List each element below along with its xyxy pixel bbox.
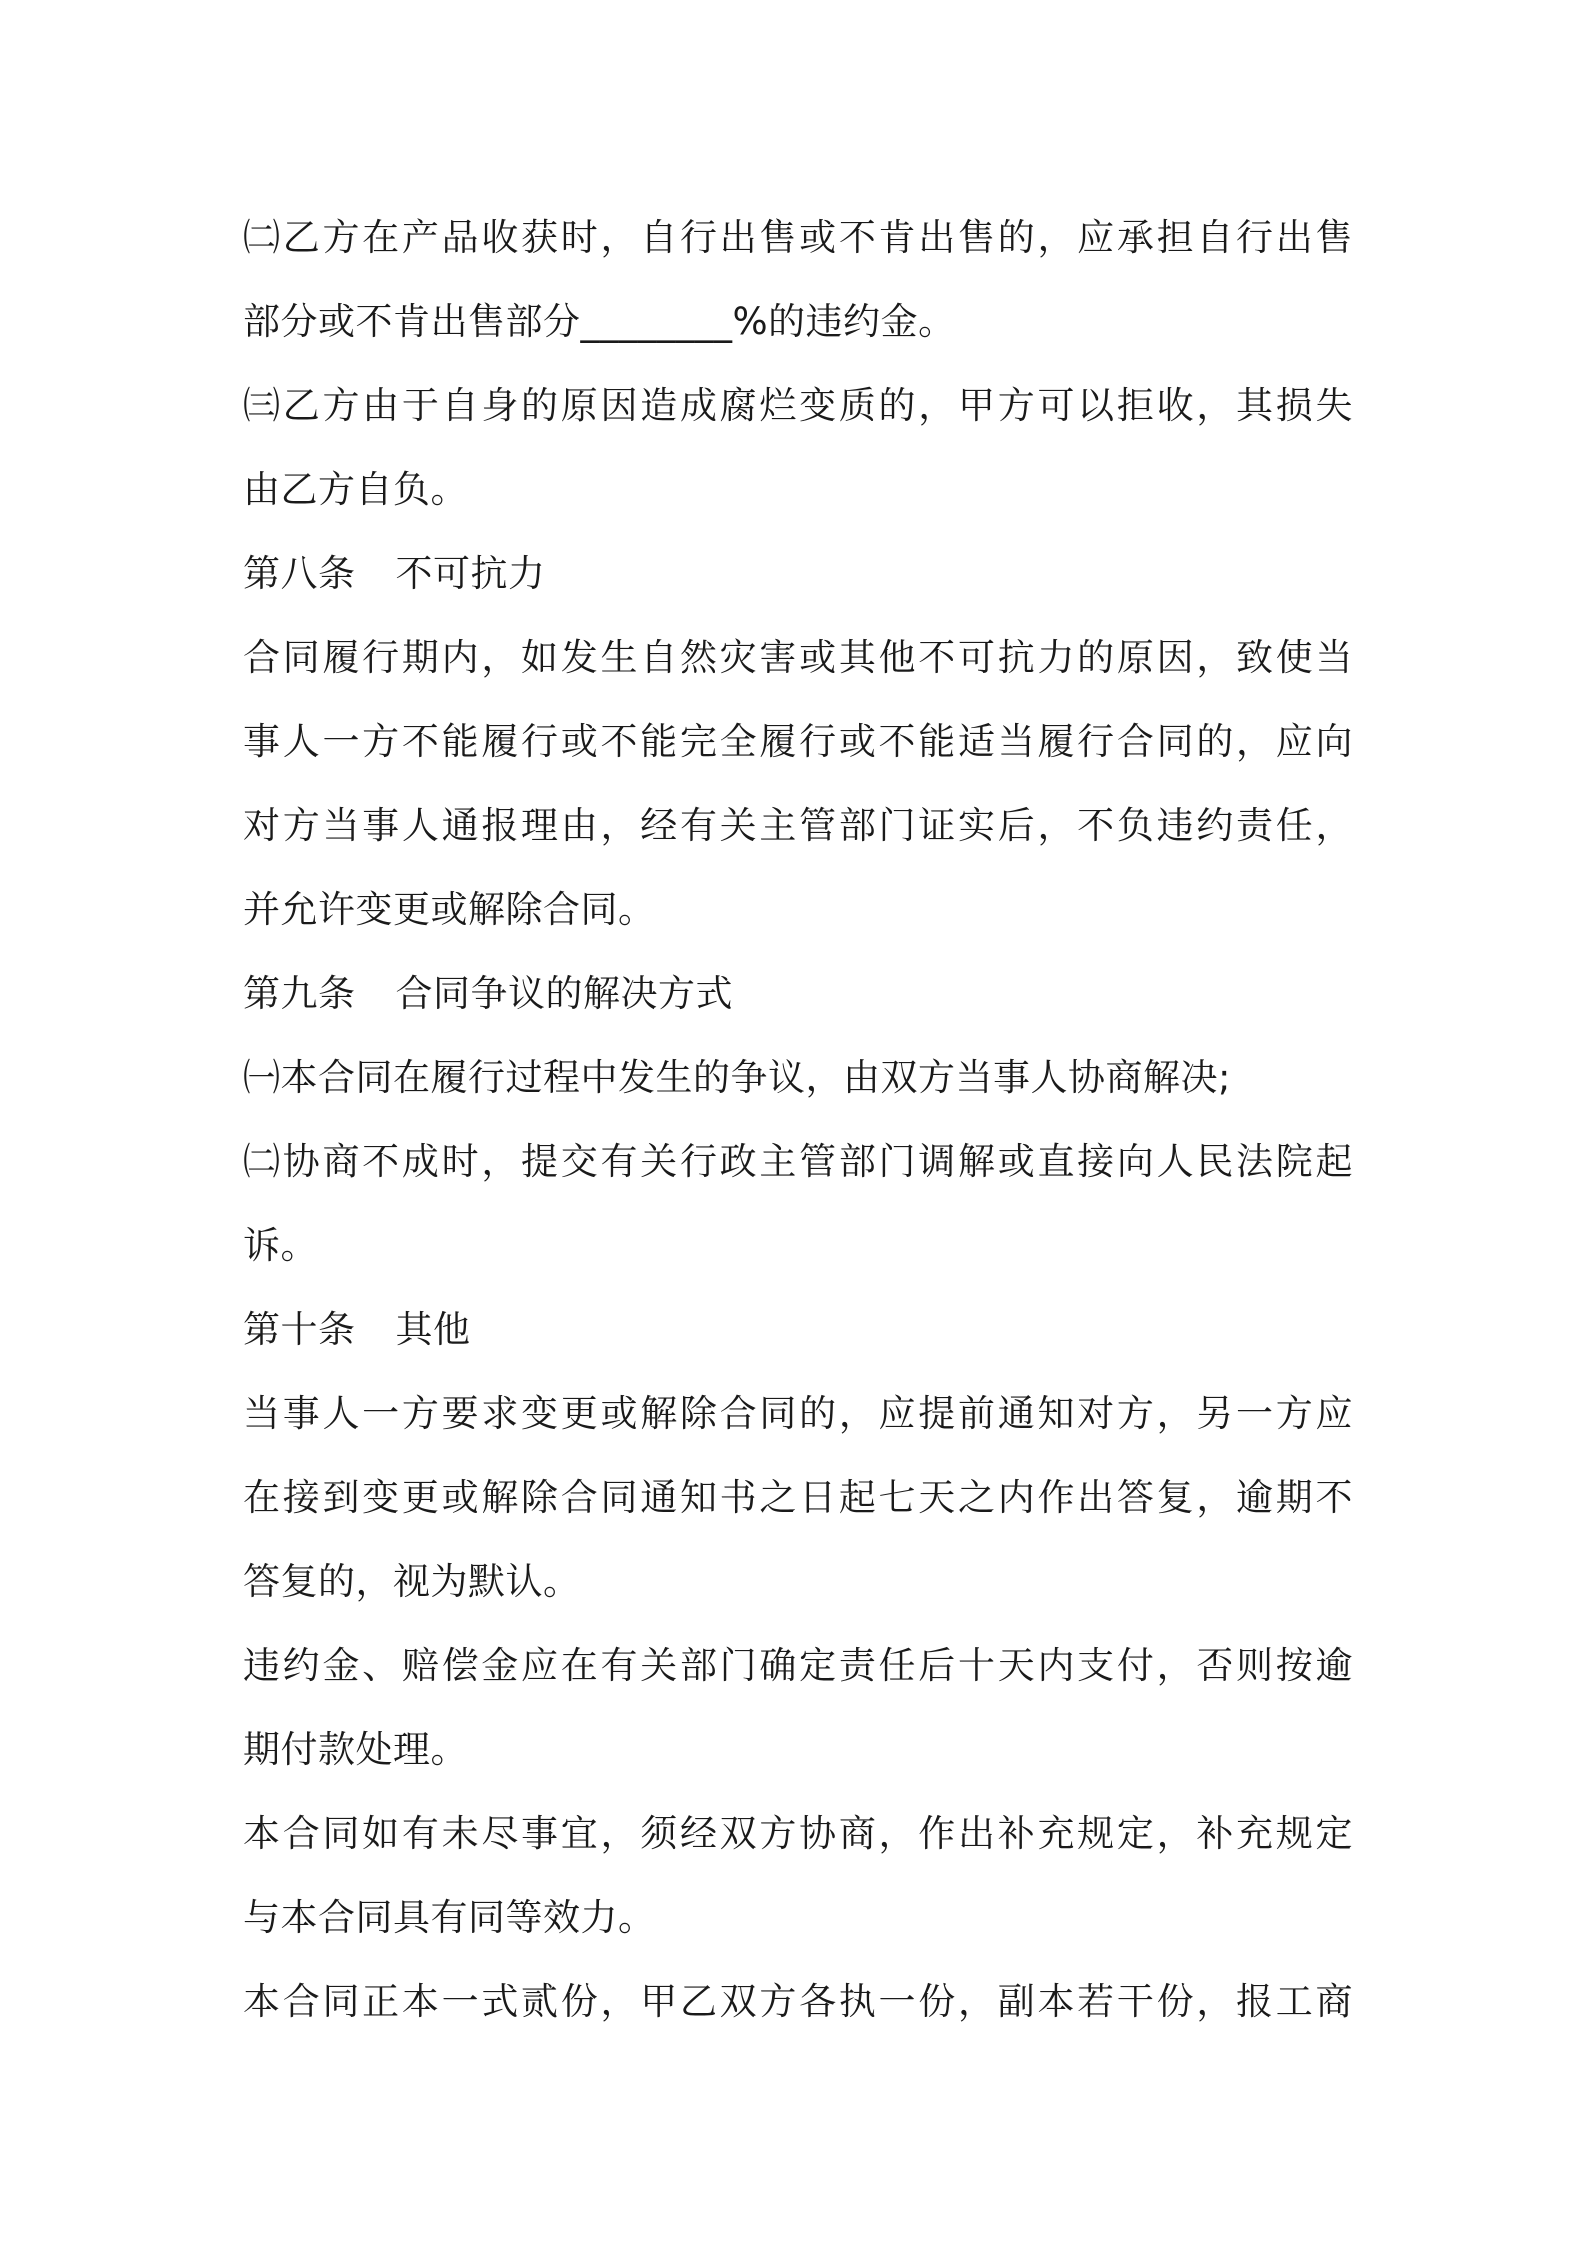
paragraph-line: 并允许变更或解除合同。 <box>243 888 656 931</box>
paragraph-line: 违约金、赔偿金应在有关部门确定责任后十天内支付，否则按逾 <box>243 1644 1353 1687</box>
article-9-heading <box>243 952 1353 1036</box>
paragraph-line: 与本合同具有同等效力。 <box>243 1896 656 1939</box>
article-title: 其他 <box>395 1308 471 1351</box>
paragraph-line: 本合同如有未尽事宜，须经双方协商，作出补充规定，补充规定 <box>243 1812 1353 1855</box>
article-number: 第十条 <box>243 1308 356 1351</box>
paragraph-line: 本合同正本一式贰份，甲乙双方各执一份，副本若干份，报工商 <box>243 1980 1353 2023</box>
article-number: 第九条 <box>243 972 356 1015</box>
paragraph-line: 答复的，视为默认。 <box>243 1560 581 1603</box>
article-8-heading <box>243 532 1353 616</box>
paragraph-line: 在接到变更或解除合同通知书之日起七天之内作出答复，逾期不 <box>243 1476 1353 1519</box>
article-title: 合同争议的解决方式 <box>395 972 733 1015</box>
paragraph-line: 诉。 <box>243 1224 318 1267</box>
paragraph-line: 期付款处理。 <box>243 1728 468 1771</box>
paragraph-line: 当事人一方要求变更或解除合同的，应提前通知对方，另一方应 <box>243 1392 1353 1435</box>
article-title: 不可抗力 <box>395 552 546 595</box>
paragraph-line: 合同履行期内，如发生自然灾害或其他不可抗力的原因，致使当 <box>243 636 1353 679</box>
article-number: 第八条 <box>243 552 356 595</box>
paragraph-line: ㈡乙方在产品收获时，自行出售或不肯出售的，应承担自行出售 <box>243 216 1353 259</box>
paragraph-line: 事人一方不能履行或不能完全履行或不能适当履行合同的，应向 <box>243 720 1353 763</box>
article-10-heading <box>243 1288 1353 1372</box>
paragraph-line: ㈠本合同在履行过程中发生的争议，由双方当事人协商解决; <box>243 1056 1231 1099</box>
paragraph-line: ㈢乙方由于自身的原因造成腐烂变质的，甲方可以拒收，其损失 <box>243 384 1353 427</box>
paragraph-line: ㈡协商不成时，提交有关行政主管部门调解或直接向人民法院起 <box>243 1140 1353 1183</box>
document-page <box>243 196 1353 2044</box>
paragraph-line: 对方当事人通报理由，经有关主管部门证实后，不负违约责任， <box>243 804 1353 847</box>
paragraph-line: 由乙方自负。 <box>243 468 468 511</box>
paragraph-line: 部分或不肯出售部分________%的违约金。 <box>243 300 956 343</box>
